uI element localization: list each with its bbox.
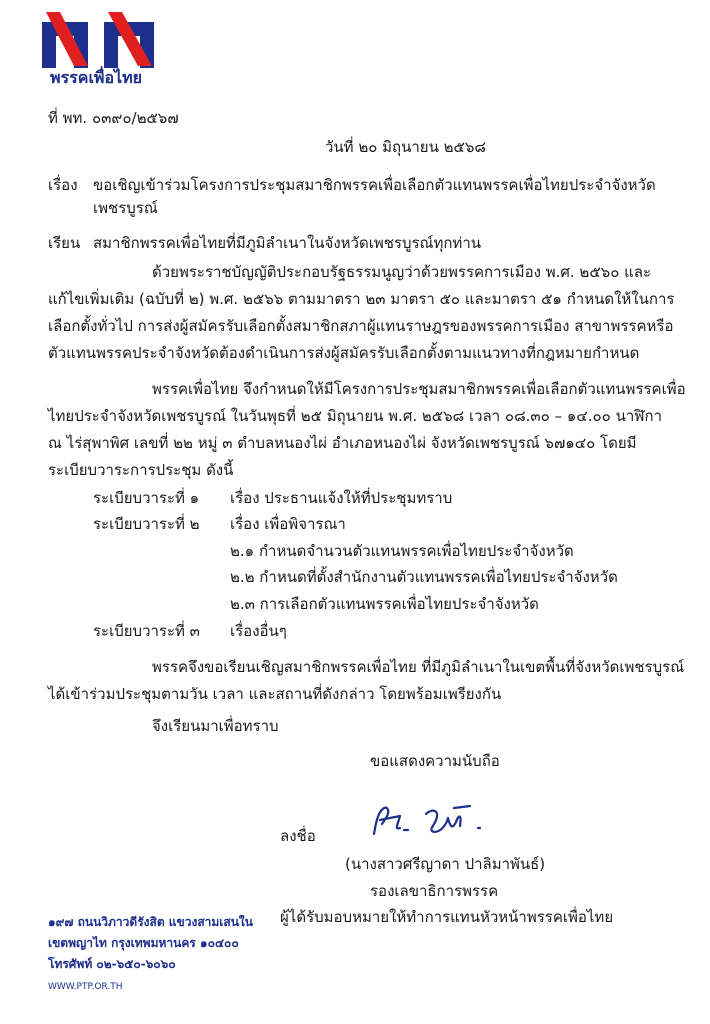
agenda-item-1-text: เรื่อง ประธานแจ้งให้ที่ประชุมทราบ xyxy=(230,489,453,507)
party-logo-text: พรรคเพื่อไทย xyxy=(50,68,143,87)
signer-name: (นางสาวศรีญาดา ปาลิมาพันธ์) xyxy=(345,855,546,873)
paragraph-2-line-2: ไทยประจำจังหวัดเพชรบูรณ์ ในวันพุธที่ ๒๕ มิถุนายน พ.ศ. ๒๕๖๘ เวลา ๐๘.๓๐ – ๑๔.๐๐ นาฬิกา xyxy=(48,407,663,425)
signer-position: รองเลขาธิการพรรค xyxy=(370,882,499,900)
footer-address-2: เขตพญาไท กรุงเทพมหานคร ๑๐๔๐๐ xyxy=(48,936,239,950)
agenda-item-3-text: เรื่องอื่นๆ xyxy=(230,622,287,640)
paragraph-3-line-1: พรรคจึงขอเรียนเชิญสมาชิกพรรคเพื่อไทย ที่มีภูมิลำเนาในเขตพื้นที่จังหวัดเพชรบูรณ์ xyxy=(152,658,685,676)
document-number: ที่ พท. ๐๓๙๐/๒๕๖๗ xyxy=(48,109,179,127)
paragraph-2-line-3: ณ ไร่สุพาพิศ เลขที่ ๒๒ หมู่ ๓ ตำบลหนองไผ่ อำเภอหนองไผ่ จังหวัดเพชรบูรณ์ ๖๗๑๔๐ โดยมี xyxy=(48,434,637,452)
paragraph-3-line-2: ได้เข้าร่วมประชุมตามวัน เวลา และสถานที่ดังกล่าว โดยพร้อมเพรียงกัน xyxy=(48,685,502,703)
closing-line: จึงเรียนมาเพื่อทราบ xyxy=(152,717,279,735)
recipient-label: เรียน xyxy=(48,234,81,252)
footer-phone: โทรศัพท์ ๐๒-๖๕๐-๖๐๖๐ xyxy=(48,957,176,971)
paragraph-1-line-4: ตัวแทนพรรคประจำจังหวัดต้องดำเนินการส่งผู้สมัครรับเลือกตั้งตามแนวทางที่กฎหมายกำหนด xyxy=(48,344,640,362)
paragraph-1-line-1: ด้วยพระราชบัญญัติประกอบรัฐธรรมนูญว่าด้วยพรรคการเมือง พ.ศ. ๒๕๖๐ และ xyxy=(152,263,652,281)
agenda-item-3-label: ระเบียบวาระที่ ๓ xyxy=(93,622,200,640)
regards: ขอแสดงความนับถือ xyxy=(370,752,500,770)
subject-line-1: ขอเชิญเข้าร่วมโครงการประชุมสมาชิกพรรคเพื่อเลือกตัวแทนพรรคเพื่อไทยประจำจังหวัด xyxy=(93,176,656,194)
footer-website: WWW.PTP.OR.TH xyxy=(48,982,123,992)
agenda-item-2-text: เรื่อง เพื่อพิจารณา xyxy=(230,515,346,533)
footer-address-1: ๑๙๗ ถนนวิภาวดีรังสิต แขวงสามเสนใน xyxy=(48,915,253,929)
paragraph-2-line-4: ระเบียบวาระการประชุม ดังนี้ xyxy=(48,461,234,479)
agenda-sub-item-2-1: ๒.๑ กำหนดจำนวนตัวแทนพรรคเพื่อไทยประจำจังหวัด xyxy=(230,542,574,560)
agenda-item-2-label: ระเบียบวาระที่ ๒ xyxy=(93,515,200,533)
document-date: วันที่ ๒๐ มิถุนายน ๒๕๖๘ xyxy=(325,138,486,156)
paragraph-1-line-3: เลือกตั้งทั่วไป การส่งผู้สมัครรับเลือกตั้งสมาชิกสภาผู้แทนราษฎรของพรรคการเมือง สาขาพรรคหรือ xyxy=(48,317,674,335)
subject-label: เรื่อง xyxy=(48,176,78,194)
subject-line-2: เพชรบูรณ์ xyxy=(93,199,158,217)
signer-authority: ผู้ได้รับมอบหมายให้ทำการแทนหัวหน้าพรรคเพื่อไทย xyxy=(280,908,614,926)
sign-label: ลงชื่อ xyxy=(280,827,316,845)
agenda-item-1-label: ระเบียบวาระที่ ๑ xyxy=(93,489,200,507)
agenda-sub-item-2-2: ๒.๒ กำหนดที่ตั้งสำนักงานตัวแทนพรรคเพื่อไทยประจำจังหวัด xyxy=(230,568,618,586)
recipient-value: สมาชิกพรรคเพื่อไทยที่มีภูมิลำเนาในจังหวัดเพชรบูรณ์ทุกท่าน xyxy=(93,234,482,252)
handwritten-signature xyxy=(370,800,520,844)
paragraph-2-line-1: พรรคเพื่อไทย จึงกำหนดให้มีโครงการประชุมสมาชิกพรรคเพื่อเลือกตัวแทนพรรคเพื่อ xyxy=(152,380,686,398)
agenda-sub-item-2-3: ๒.๓ การเลือกตัวแทนพรรคเพื่อไทยประจำจังหวัด xyxy=(230,595,539,613)
paragraph-1-line-2: แก้ไขเพิ่มเติม (ฉบับที่ ๒) พ.ศ. ๒๕๖๖ ตามมาตรา ๒๓ มาตรา ๕๐ และมาตรา ๕๑ กำหนดให้ในการ xyxy=(48,290,675,308)
